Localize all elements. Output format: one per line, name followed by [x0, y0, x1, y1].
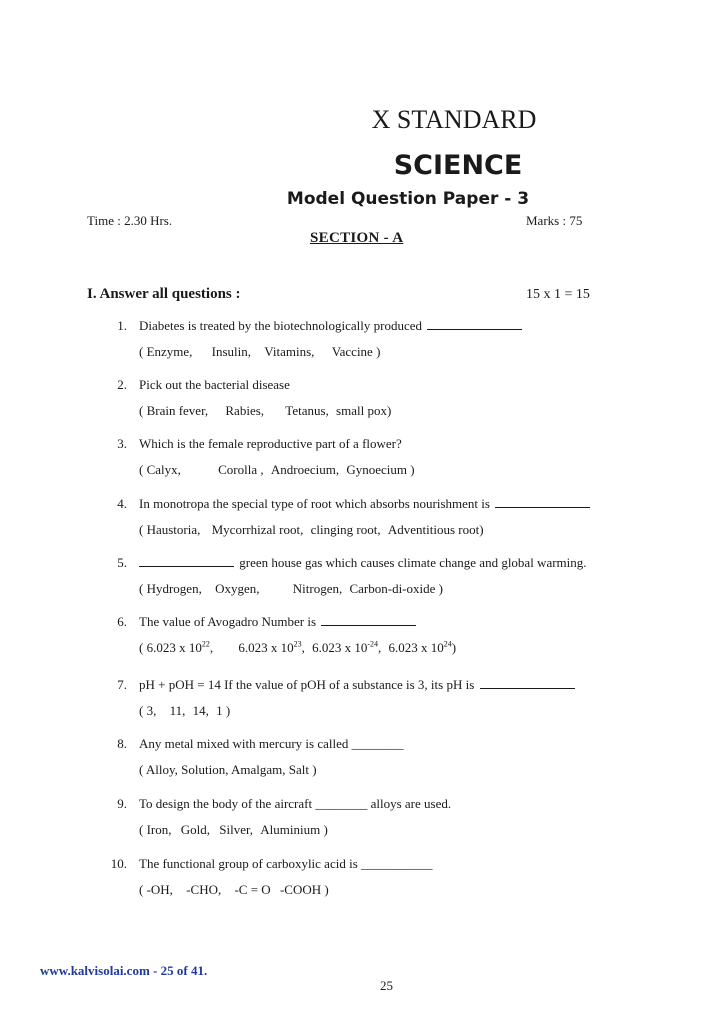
option: 6.023 x 10	[238, 640, 294, 655]
option: ,	[378, 640, 382, 655]
option: ( Haustoria,	[139, 522, 201, 537]
question-number: 8.	[117, 736, 127, 751]
option: Mycorrhizal root,	[211, 522, 304, 537]
option: ( Hydrogen,	[139, 581, 202, 596]
question-options	[139, 344, 380, 360]
answer-blank	[321, 615, 416, 626]
question-number: 1.	[117, 318, 127, 333]
option: ,	[301, 640, 305, 655]
question-number: 2.	[117, 377, 127, 392]
answer-blank	[427, 319, 522, 330]
question-text: Which is the female reproductive part of a flower?	[139, 436, 402, 451]
question-number: 9.	[117, 796, 127, 811]
option: -CHO,	[186, 882, 222, 897]
option: Aluminium )	[260, 822, 328, 837]
option: 6.023 x 10	[312, 640, 368, 655]
option: ,	[209, 640, 214, 655]
option: ( Brain fever,	[139, 403, 209, 418]
option: ( Enzyme,	[139, 344, 193, 359]
question-options	[139, 462, 415, 478]
option: Androecium,	[270, 462, 340, 477]
question-text: pH + pOH = 14 If the value of pOH of a substance is 3, its pH is	[139, 677, 575, 693]
option: Tetanus,	[285, 403, 329, 418]
answer-blank	[480, 678, 575, 689]
exponent: 22	[201, 639, 210, 649]
question-number: 3.	[117, 436, 127, 451]
question-number: 5.	[117, 555, 127, 570]
option: small pox)	[336, 403, 392, 418]
exponent: 23	[293, 639, 302, 649]
question-number: 7.	[117, 677, 127, 692]
question-text: Pick out the bacterial disease	[139, 377, 290, 392]
part-instruction: I. Answer all questions :	[87, 286, 241, 302]
option: 14,	[192, 703, 209, 718]
exponent: -24	[367, 639, 379, 649]
answer-blank	[139, 556, 234, 567]
option: Gynoecium )	[346, 462, 415, 477]
option: -C = O	[234, 882, 271, 897]
option: Adventitious root)	[387, 522, 484, 537]
option: )	[451, 640, 457, 655]
option: Vaccine )	[331, 344, 381, 359]
option: Corolla ,	[218, 462, 264, 477]
option: Nitrogen,	[292, 581, 343, 596]
option: ( 3,	[139, 703, 157, 718]
question-text: The functional group of carboxylic acid is ___________	[139, 856, 433, 871]
source-footer-link[interactable]: www.kalvisolai.com - 25 of 41.	[40, 963, 208, 978]
question-text: green house gas which causes climate change and global warming.	[139, 555, 587, 571]
option: Oxygen,	[215, 581, 260, 596]
option: Silver,	[219, 822, 254, 837]
part-score: 15 x 1 = 15	[526, 287, 590, 302]
question-options	[139, 640, 456, 656]
document-title: X STANDARD	[371, 105, 537, 134]
option: clinging root,	[310, 522, 381, 537]
question-options	[139, 822, 328, 838]
question-text: Any metal mixed with mercury is called ________	[139, 736, 404, 751]
total-marks: Marks : 75	[526, 213, 583, 228]
option: ( Calyx,	[139, 462, 181, 477]
option: 6.023 x 10	[388, 640, 444, 655]
subject-title: SCIENCE	[393, 150, 523, 181]
option: -COOH )	[279, 882, 329, 897]
page-number: 25	[380, 978, 393, 993]
question-number: 4.	[117, 496, 127, 511]
question-text: To design the body of the aircraft ________ alloys are used.	[139, 796, 452, 811]
exponent: 24	[443, 639, 452, 649]
option: ( Iron,	[139, 822, 172, 837]
option: Carbon-di-oxide )	[349, 581, 443, 596]
question-text: In monotropa the special type of root which absorbs nourishment is	[139, 496, 590, 512]
question-number: 10.	[110, 856, 127, 871]
question-options	[139, 403, 391, 419]
option: 1 )	[216, 703, 231, 718]
question-options	[139, 703, 230, 719]
question-text: Diabetes is treated by the biotechnologically produced	[139, 318, 522, 334]
question-options	[139, 581, 443, 597]
answer-blank	[495, 497, 590, 508]
question-number: 6.	[117, 614, 127, 629]
question-options	[139, 882, 329, 898]
time-allowed: Time : 2.30 Hrs.	[87, 213, 173, 228]
option: ( 6.023 x 10	[139, 640, 202, 655]
question-options	[139, 762, 317, 778]
option: Rabies,	[225, 403, 265, 418]
option: Insulin,	[211, 344, 252, 359]
option: ( Alloy, Solution, Amalgam, Salt )	[139, 762, 317, 777]
option: Gold,	[180, 822, 210, 837]
paper-title: Model Question Paper - 3	[286, 189, 530, 209]
question-options	[139, 522, 484, 538]
option: Vitamins,	[264, 344, 315, 359]
option: 11,	[169, 703, 186, 718]
question-text: The value of Avogadro Number is	[139, 614, 416, 630]
section-heading: SECTION - A	[310, 230, 404, 246]
option: ( -OH,	[139, 882, 173, 897]
